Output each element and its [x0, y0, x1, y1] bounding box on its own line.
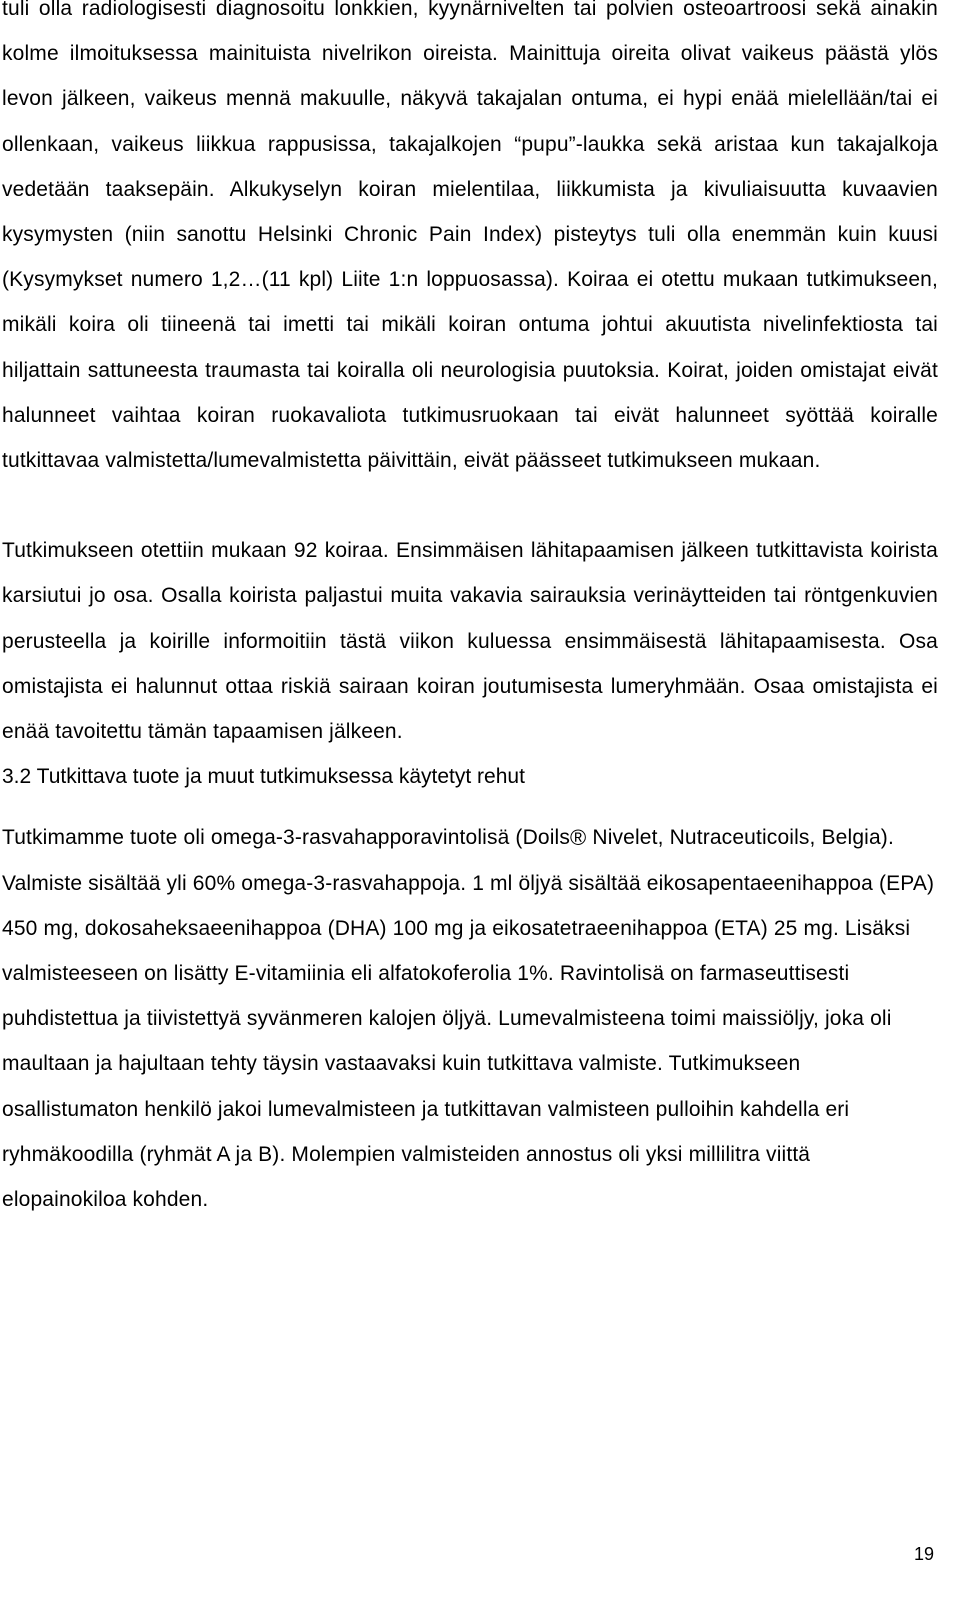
- paragraph-inclusion-criteria: tuli olla radiologisesti diagnosoitu lonkkien, kyynärnivelten tai polvien osteoartroosi sekä ainakin kolme ilmoituksessa mainituista nivelrikon oireista. Mainittuja oireita olivat vaikeus päästä ylös levon jälkeen, vaikeus mennä makuulle, näkyvä takajalan ontuma, ei hypi enää mielellään/tai ei ollenkaan, vaikeus liikkua rappusissa, takajalkojen “pupu”-laukka sekä aristaa kun takajalkoja vedetään taaksepäin. Alkukyselyn koiran mielentilaa, liikkumista ja kivuliaisuutta kuvaavien kysymysten (niin sanottu Helsinki Chronic Pain Index) pisteytys tuli olla enemmän kuin kuusi (Kysymykset numero 1,2…(11 kpl) Liite 1:n loppuosassa). Koiraa ei otettu mukaan tutkimukseen, mikäli koira oli tiineenä tai imetti tai mikäli koiran ontuma johtui akuutista nivelinfektiosta tai hiljattain sattuneesta traumasta tai koiralla oli neurologisia puutoksia. Koirat, joiden omistajat eivät halunneet vaihtaa koiran ruokavaliota tutkimusruokaan tai eivät halunneet syöttää koiralle tutkittavaa valmistetta/lumevalmistetta päivittäin, eivät päässeet tutkimukseen mukaan.: [2, 0, 938, 473]
- paragraph-study-product-text-rest: Nivelet, Nutraceuticoils, Belgia). Valmiste sisältää yli 60% omega-3-rasvahappoja. 1 ml öljyä sisältää eikosapentaeenihappoa (EPA) 450 mg, dokosaheksaeenihappoa (DHA) 100 mg ja eikosatetraeenihappoa (ETA) 25 mg. Lisäksi valmisteeseen on lisätty E-vitamiinia eli alfatokoferolia 1%. Ravintolisä on farmaseuttisesti puhdistettua ja tiivistettyä syvänmeren kalojen öljyä. Lumevalmisteena toimi maissiöljy, joka oli maultaan ja hajultaan tehty täysin vastaavaksi kuin tutkittava valmiste. Tutkimukseen osallistumaton henkilö jakoi lumevalmisteen ja tutkittavan valmisteen pulloihin kahdella eri ryhmäkoodilla (ryhmät A ja B). Molempien valmisteiden annostus oli yksi millilitra viittä elopainokiloa kohden.: [2, 826, 935, 1212]
- section-heading: 3.2 Tutkittava tuote ja muut tutkimuksessa käytetyt rehut: [2, 765, 525, 789]
- registered-trademark-mark: ®: [570, 825, 587, 851]
- document-page: [2, 0, 938, 1222]
- page-number: 19: [913, 1544, 934, 1564]
- paragraph-study-product: [2, 814, 938, 1222]
- paragraph-study-product-text-start: Tutkimamme tuote oli omega-3-rasvahapporavintolisä (Doils: [2, 826, 571, 850]
- paragraph-study-dogs: Tutkimukseen otettiin mukaan 92 koiraa. Ensimmäisen lähitapaamisen jälkeen tutkittavista koirista karsiutui jo osa. Osalla koirista paljastui muita vakavia sairauksia verinäytteiden tai röntgenkuvien perusteella ja koirille informoitiin tästä viikon kuluessa ensimmäisestä lähitapaamisesta. Osa omistajista ei halunnut ottaa riskiä sairaan koiran joutumisesta lumeryhmään. Osaa omistajista ei enää tavoitettu tämän tapaamisen jälkeen.: [2, 539, 938, 744]
